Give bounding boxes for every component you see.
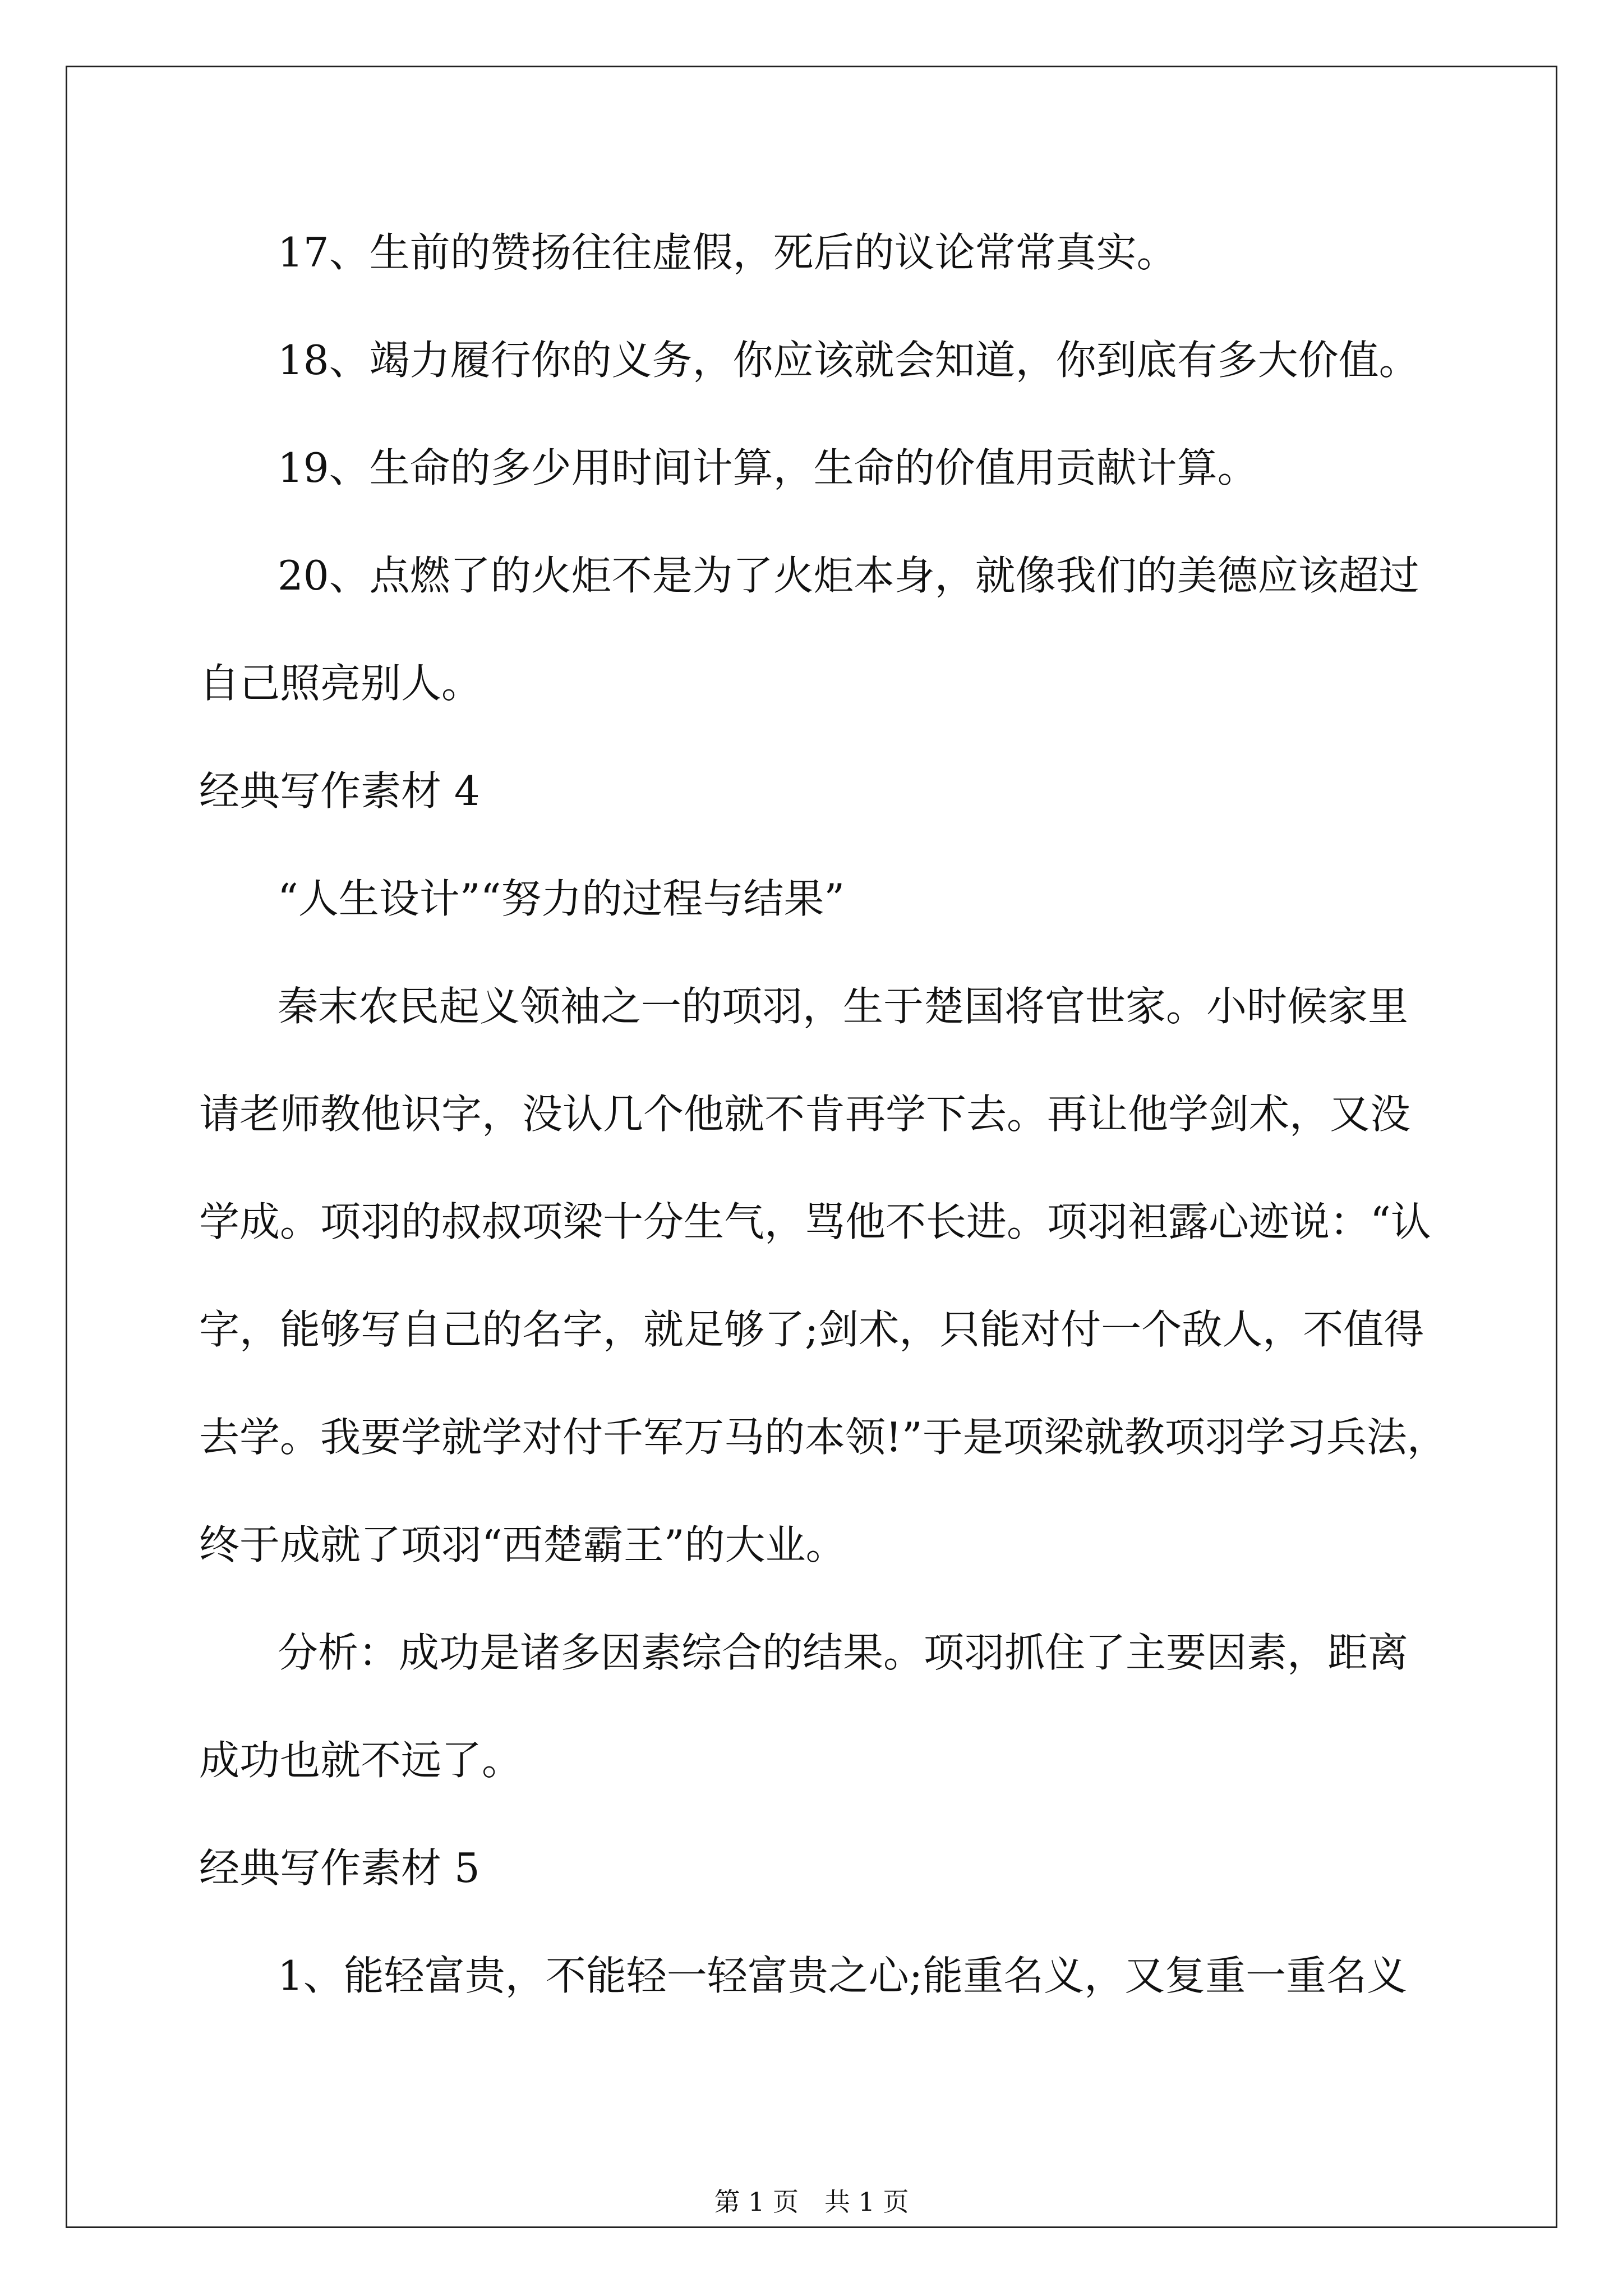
text-line-10: 学成。项羽的叔叔项梁十分生气，骂他不长进。项羽袒露心迹说：“认 (199, 1198, 1431, 1245)
text-line-11: 字，能够写自己的名字，就足够了;剑术，只能对付一个敌人，不值得 (199, 1306, 1424, 1353)
text-line-3: 19、生命的多少用时间计算，生命的价值用贡献计算。 (278, 444, 1258, 491)
section-heading-5: 经典写作素材 5 (199, 1844, 480, 1892)
text-line-15: 成功也就不远了。 (199, 1737, 523, 1784)
text-line-4: 20、点燃了的火炬不是为了火炬本身，就像我们的美德应该超过 (278, 552, 1419, 599)
text-line-17: 1、能轻富贵，不能轻一轻富贵之心;能重名义，又复重一重名义 (278, 1952, 1408, 1999)
text-line-5: 自己照亮别人。 (199, 660, 482, 707)
page-footer: 第 1 页 共 1 页 (714, 2187, 909, 2217)
text-line-14: 分析：成功是诸多因素综合的结果。项羽抓住了主要因素，距离 (278, 1629, 1409, 1676)
text-line-2: 18、竭力履行你的义务，你应该就会知道，你到底有多大价值。 (278, 337, 1419, 384)
text-line-9: 请老师教他识字，没认几个他就不肯再学下去。再让他学剑术，又没 (199, 1091, 1411, 1138)
text-line-7: “人生设计”“努力的过程与结果” (278, 875, 845, 922)
text-line-12: 去学。我要学就学对付千军万马的本领!”于是项梁就教项羽学习兵法， (199, 1414, 1447, 1461)
text-line-1: 17、生前的赞扬往往虚假，死后的议论常常真实。 (278, 229, 1177, 276)
section-heading-4: 经典写作素材 4 (199, 767, 480, 815)
text-line-13: 终于成就了项羽“西楚霸王”的大业。 (199, 1521, 846, 1568)
text-line-8: 秦末农民起义领袖之一的项羽，生于楚国将官世家。小时候家里 (278, 983, 1409, 1030)
page-frame (66, 66, 1557, 2228)
